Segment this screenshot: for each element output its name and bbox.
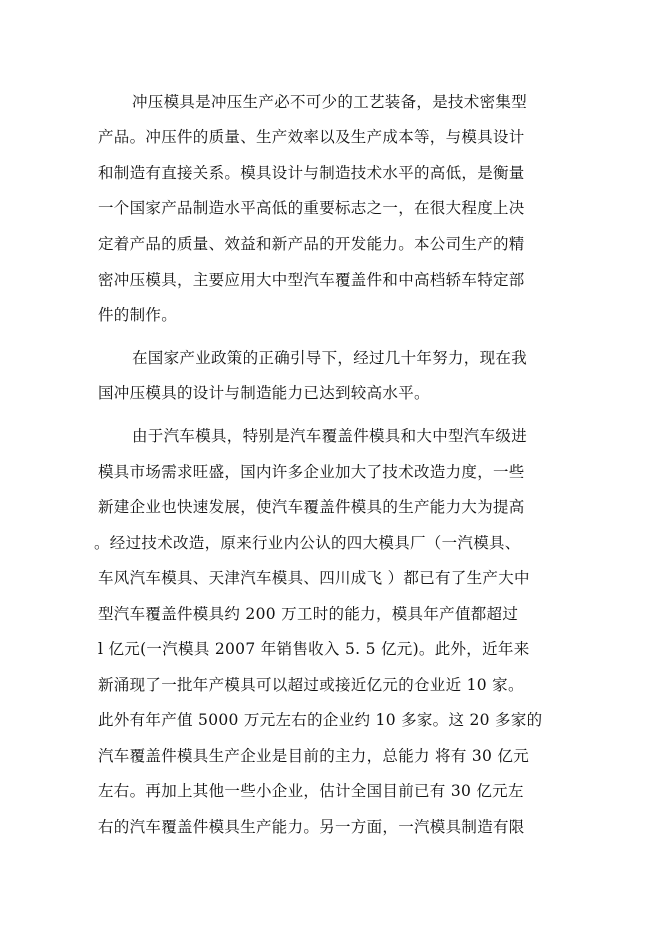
paragraph-3-line-9: 此外有年产值 5000 万元左右的企业约 10 多家。这 20 多家的: [98, 711, 543, 729]
paragraph-1-line-3: 和制造有直接关系。模具设计与制造技术水平的高低，是衡量: [98, 164, 525, 182]
paragraph-1-line-5: 定着产品的质量、效益和新产品的开发能力。本公司生产的精: [98, 235, 525, 253]
paragraph-3-line-10: 汽车覆盖件模具生产企业是目前的主力，总能力 将有 30 亿元: [98, 747, 530, 765]
paragraph-1-line-6: 密冲压模具，主要应用大中型汽车覆盖件和中高档轿车特定部: [98, 271, 525, 289]
paragraph-3-line-7: l 亿元(一汽模具 2007 年销售收入 5. 5 亿元)。此外，近年来: [98, 640, 530, 658]
paragraph-2-line-1: 在国家产业政策的正确引导下，经过几十年努力，现在我: [132, 349, 528, 367]
paragraph-3-line-5: 车风汽车模具、天津汽车模具、四川成飞 ）都已有了生产大中: [98, 569, 530, 587]
paragraph-3-line-6: 型汽车覆盖件模具约 200 万工时的能力，模具年产值都超过: [98, 605, 519, 623]
paragraph-2-line-2: 国冲压模具的设计与制造能力已达到较高水平。: [98, 384, 430, 402]
paragraph-3-line-11: 左右。再加上其他一些小企业，估计全国目前已有 30 亿元左: [98, 782, 524, 800]
paragraph-3-line-8: 新涌现了一批年产模具可以超过或接近亿元的仓业近 10 家。: [98, 676, 524, 694]
paragraph-1-line-2: 产品。冲压件的质量、生产效率以及生产成本等，与模具设计: [98, 128, 525, 146]
paragraph-3-line-4: 。经过技术改造，原来行业内公认的四大模具厂（一汽模具、: [94, 534, 521, 552]
paragraph-3-line-1: 由于汽车模具，特别是汽车覆盖件模具和大中型汽车级进: [132, 427, 528, 445]
paragraph-1-line-7: 件的制作。: [98, 306, 178, 324]
paragraph-3-line-12: 右的汽车覆盖件模具生产能力。另一方面，一汽模具制造有限: [98, 818, 525, 836]
paragraph-1-line-4: 一个国家产品制造水平高低的重要标志之一，在很大程度上决: [98, 199, 525, 217]
paragraph-1-line-1: 冲压模具是冲压生产必不可少的工艺装备，是技术密集型: [132, 93, 528, 111]
paragraph-3-line-2: 模具市场需求旺盛，国内许多企业加大了技术改造力度，一些: [98, 463, 525, 481]
paragraph-3-line-3: 新建企业也快速发展，使汽车覆盖件模具的生产能力大为提高: [98, 498, 525, 516]
